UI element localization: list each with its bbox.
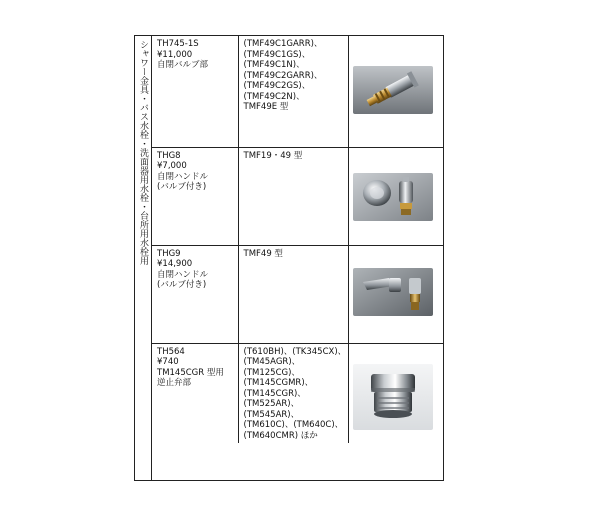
part-code: THG9: [157, 248, 181, 259]
part-price: ¥11,000: [157, 49, 193, 60]
photo-cell: [348, 36, 443, 147]
photo-cell: [348, 343, 443, 443]
photo-cell: [348, 147, 443, 245]
model-line: (TMF49C2GS)、: [243, 81, 311, 91]
table-row: [152, 36, 443, 147]
category-label: シャワー金具・バス水栓・洗面器用水栓・台所用水栓用: [138, 40, 148, 265]
lever-handle-valve-icon: [353, 268, 433, 316]
check-valve-icon: [353, 364, 433, 430]
table-row: [152, 147, 443, 245]
model-line: (TM610C)、(TM640C)、: [243, 420, 344, 430]
part-description: 逆止弁部: [157, 378, 192, 388]
part-code: THG8: [157, 150, 181, 161]
chrome-handle-valve-icon: [353, 173, 433, 221]
model-line: TMF49 型: [243, 248, 283, 259]
part-description: 自閉ハンドル: [157, 269, 209, 280]
model-line: (TM125CG)、: [243, 367, 300, 378]
model-line: (TM145CGMR)、: [243, 378, 314, 388]
table-row: [152, 245, 443, 343]
part-info-cell: [152, 36, 238, 147]
model-line: (TMF49C2GARR)、: [243, 70, 323, 81]
part-info-cell: [152, 147, 238, 245]
model-line: (T610BH)、(TK345CX)、: [243, 346, 347, 357]
valve-cartridge-icon: [353, 66, 433, 114]
category-column: [135, 36, 152, 480]
model-line: (TM640CMR) ほか: [243, 430, 318, 441]
part-code: TH564: [157, 346, 185, 357]
model-line: (TMF49C1GS)、: [243, 49, 311, 60]
model-line: (TM545AR)、: [243, 409, 300, 420]
model-line: (TMF49C1GARR)、: [243, 39, 323, 49]
part-info-cell: [152, 245, 238, 343]
part-description: TM145CGR 型用: [157, 367, 224, 378]
model-line: (TMF49C1N)、: [243, 60, 305, 70]
model-line: (TM145CGR)、: [243, 388, 306, 399]
part-code: TH745-1S: [157, 39, 199, 49]
applicable-models-cell: [238, 147, 348, 245]
model-line: TMF19・49 型: [243, 150, 303, 161]
parts-sheet: [134, 35, 444, 481]
part-description: (バルブ付き): [157, 182, 207, 192]
applicable-models-cell: [238, 36, 348, 147]
model-line: (TMF49C2N)、: [243, 91, 305, 102]
part-description: (バルブ付き): [157, 280, 207, 290]
part-description: 自閉ハンドル: [157, 171, 209, 182]
model-line: (TM525AR)、: [243, 399, 300, 409]
part-price: ¥7,000: [157, 161, 187, 171]
part-info-cell: [152, 343, 238, 443]
part-description: 自閉バルブ部: [157, 60, 209, 70]
part-price: ¥740: [157, 357, 179, 367]
applicable-models-cell: [238, 245, 348, 343]
model-line: TMF49E 型: [243, 102, 289, 112]
applicable-models-cell: [238, 343, 348, 443]
table-row: [152, 343, 443, 443]
parts-table: [152, 36, 443, 443]
part-price: ¥14,900: [157, 259, 193, 269]
model-line: (TM45AGR)、: [243, 357, 301, 367]
photo-cell: [348, 245, 443, 343]
